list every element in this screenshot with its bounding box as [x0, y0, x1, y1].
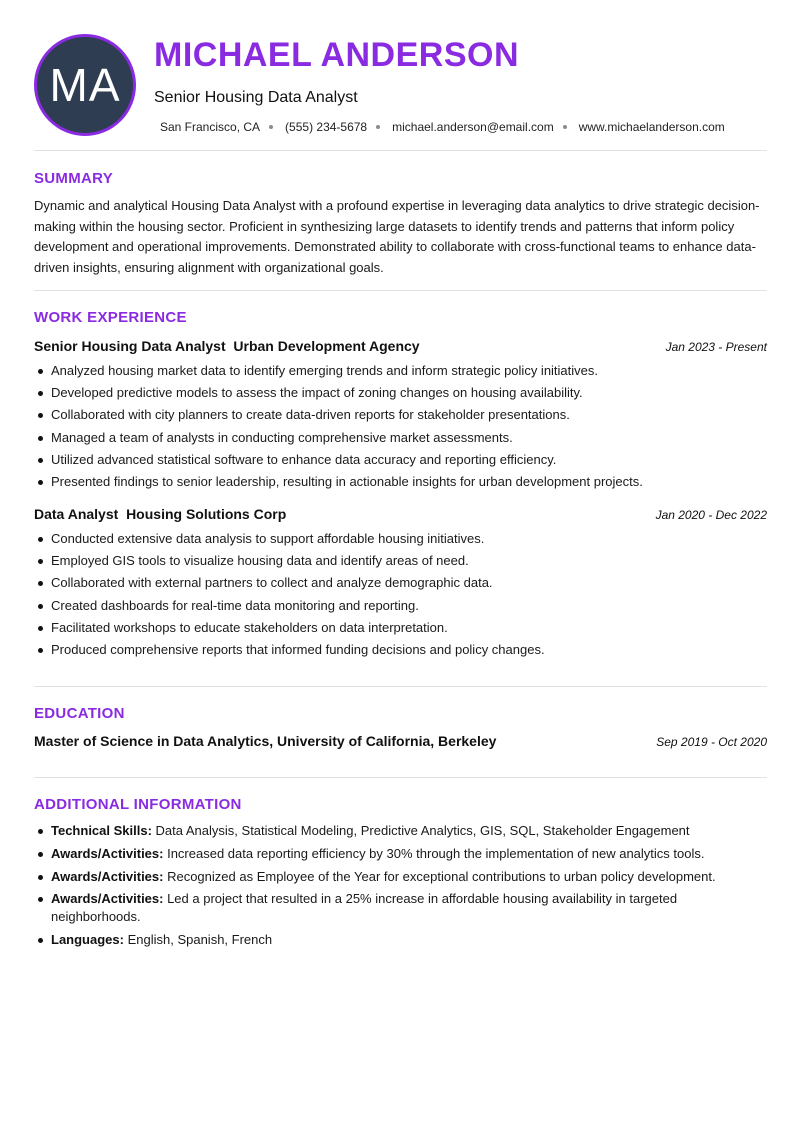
list-item: Collaborated with external partners to collect and analyze demographic data.	[51, 574, 767, 592]
contact-website[interactable]: www.michaelanderson.com	[578, 120, 725, 134]
info-text: Increased data reporting efficiency by 30% through the implementation of new analytics tools.	[163, 845, 705, 861]
education-entry	[34, 733, 767, 751]
divider	[34, 290, 767, 291]
list-item: Presented findings to senior leadership, resulting in actionable insights for urban development projects.	[51, 473, 767, 491]
list-item: Facilitated workshops to educate stakeholders on data interpretation.	[51, 619, 767, 637]
education-date: Sep 2019 - Oct 2020	[656, 735, 767, 749]
separator-dot	[563, 125, 567, 129]
list-item: Created dashboards for real-time data monitoring and reporting.	[51, 597, 767, 615]
list-item	[51, 868, 767, 886]
candidate-name: MICHAEL ANDERSON	[154, 36, 520, 74]
job-date: Jan 2020 - Dec 2022	[655, 508, 767, 522]
job-header	[34, 338, 767, 356]
divider	[34, 150, 767, 151]
info-label: Awards/Activities:	[51, 891, 164, 907]
contact-email[interactable]: michael.anderson@email.com	[392, 120, 554, 134]
list-item: Managed a team of analysts in conducting comprehensive market assessments.	[51, 429, 767, 447]
experience-heading: WORK EXPERIENCE	[34, 309, 187, 326]
candidate-title: Senior Housing Data Analyst	[154, 89, 358, 106]
list-item	[51, 845, 767, 863]
summary-text: Dynamic and analytical Housing Data Analyst with a profound expertise in leveraging data analytics to drive strategic decision-making within the housing sector. Proficient in synthesizing large datasets to identify trends and patterns that inform policy development and operational improvements. Demonstrated ability to collaborate with cross-functional teams to enhance data-driven insights, ensuring alignment with organizational goals.	[34, 198, 760, 275]
info-text: Led a project that resulted in a 25% increase in affordable housing availability in targeted neighborhoods.	[51, 891, 678, 925]
list-item: Employed GIS tools to visualize housing data and identify areas of need.	[51, 552, 767, 570]
avatar	[34, 34, 136, 136]
job-date: Jan 2023 - Present	[665, 340, 767, 354]
list-item	[51, 931, 767, 949]
info-label: Awards/Activities:	[51, 845, 164, 861]
job-role: Senior Housing Data Analyst Urban Development Agency	[34, 338, 420, 354]
job-bullets	[34, 362, 767, 495]
list-item	[51, 890, 767, 926]
summary-heading: SUMMARY	[34, 170, 114, 187]
additional-list	[34, 822, 767, 954]
info-text: Recognized as Employee of the Year for exceptional contributions to urban policy development.	[163, 868, 716, 884]
list-item: Analyzed housing market data to identify emerging trends and inform strategic policy initiatives.	[51, 362, 767, 380]
list-item: Collaborated with city planners to create data-driven reports for stakeholder presentations.	[51, 406, 767, 424]
education-heading: EDUCATION	[34, 705, 125, 722]
job-header	[34, 506, 767, 524]
list-item: Developed predictive models to assess the impact of zoning changes on housing availability.	[51, 384, 767, 402]
contact-phone: (555) 234-5678	[285, 120, 368, 134]
info-text: English, Spanish, French	[123, 932, 273, 948]
divider	[34, 777, 767, 778]
avatar-initials: MA	[49, 59, 121, 111]
info-text: Data Analysis, Statistical Modeling, Predictive Analytics, GIS, SQL, Stakeholder Engagement	[151, 823, 690, 838]
contact-line	[160, 120, 725, 134]
info-label: Languages:	[51, 932, 124, 948]
separator-dot	[269, 125, 273, 129]
job-role: Data Analyst Housing Solutions Corp	[34, 506, 287, 522]
divider	[34, 686, 767, 687]
list-item	[51, 822, 767, 840]
job-bullets	[34, 530, 767, 663]
info-label: Technical Skills:	[51, 823, 152, 838]
list-item: Produced comprehensive reports that informed funding decisions and policy changes.	[51, 641, 767, 659]
info-label: Awards/Activities:	[51, 868, 164, 884]
list-item: Utilized advanced statistical software to enhance data accuracy and reporting efficiency.	[51, 451, 767, 469]
additional-heading: ADDITIONAL INFORMATION	[34, 796, 242, 813]
degree: Master of Science in Data Analytics, University of California, Berkeley	[34, 733, 497, 749]
list-item: Conducted extensive data analysis to support affordable housing initiatives.	[51, 530, 767, 548]
separator-dot	[376, 125, 380, 129]
contact-location: San Francisco, CA	[160, 120, 261, 134]
